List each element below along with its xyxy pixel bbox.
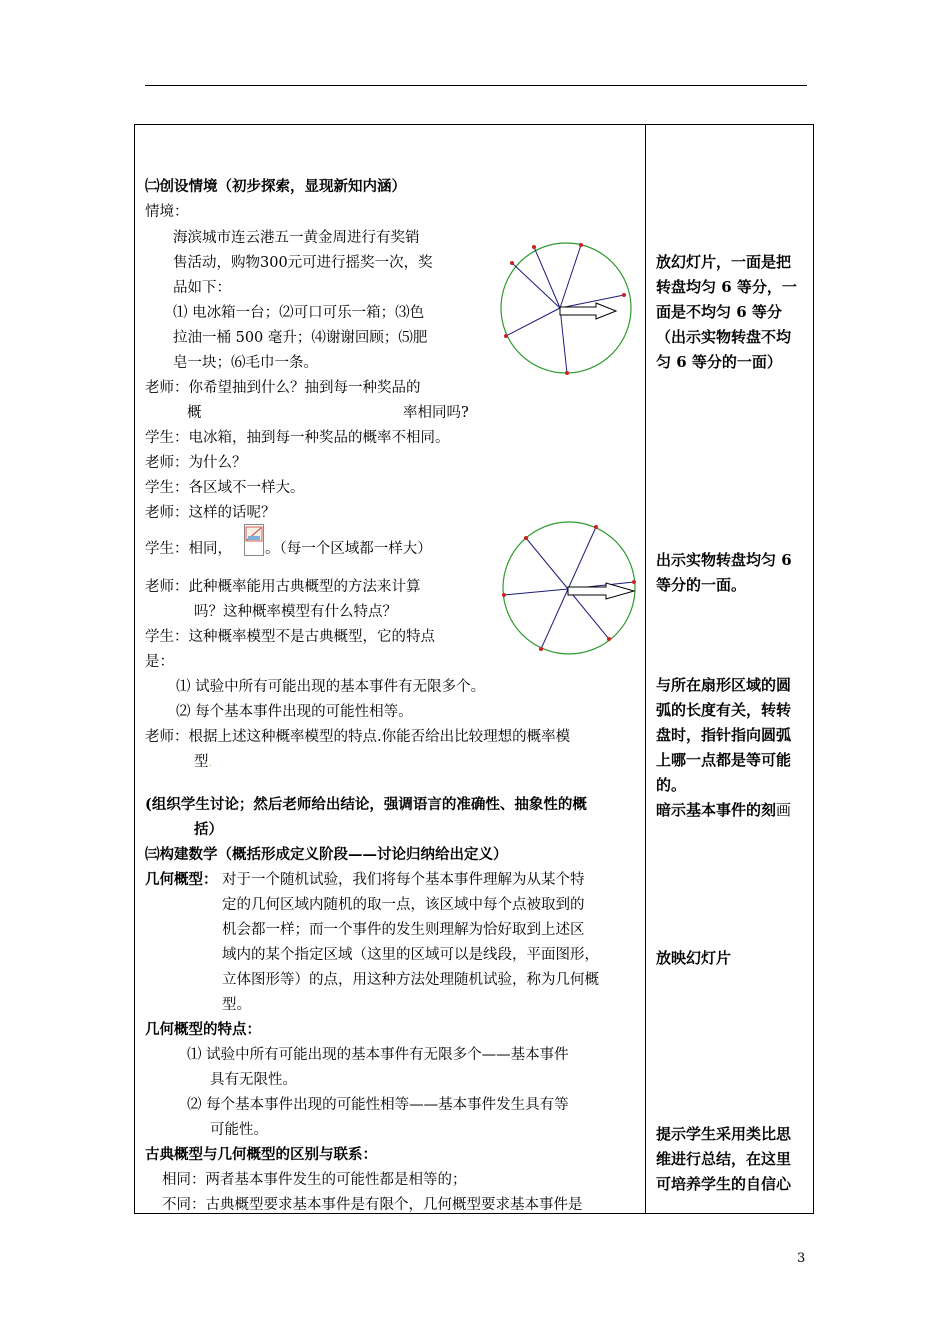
note-even-wheel: 出示实物转盘均匀 6 bbox=[656, 551, 792, 569]
note-slides: （出示实物转盘不均 bbox=[656, 328, 792, 346]
definition-line: 定的几何区域内随机的取一点，该区域中每个点被取到的 bbox=[222, 897, 585, 913]
dialogue-teacher: 老师：你希望抽到什么？抽到每一种奖品的 bbox=[145, 380, 421, 396]
even-spinner-diagram bbox=[496, 518, 646, 658]
dialogue-student: 学生：电冰箱，抽到每一种奖品的概率不相同。 bbox=[145, 430, 450, 446]
note-even-wheel: 等分的一面。 bbox=[656, 576, 747, 594]
dialogue-student-cont: 。（每一个区域都一样大） bbox=[265, 541, 432, 557]
definition-line: 域内的某个指定区域（这里的区域可以是线段，平面图形， bbox=[222, 947, 599, 963]
discussion-note-cont: 括） bbox=[194, 821, 223, 838]
comparison-same: 相同：两者基本事件发生的可能性都是相等的； bbox=[162, 1172, 467, 1188]
dialogue-teacher: 老师：这样的话呢？ bbox=[145, 505, 276, 521]
note-analogy: 可培养学生的自信心 bbox=[656, 1175, 792, 1193]
situation-line: 品如下： bbox=[173, 280, 231, 296]
note-hint: 暗示基本事件的刻画 bbox=[656, 801, 792, 819]
note-arc: 与所在扇形区域的圆 bbox=[656, 676, 792, 694]
note-slides: 转盘均匀 6 等分，一 bbox=[656, 278, 797, 296]
prize-line: 拉油一桶 500 毫升；⑷谢谢回顾；⑸肥 bbox=[173, 330, 428, 346]
situation-line: 海滨城市连云港五一黄金周进行有奖销 bbox=[173, 230, 420, 246]
section-heading-construct: ㈢构建数学（概括形成定义阶段——讨论归纳给出定义） bbox=[145, 846, 508, 863]
dialogue-teacher-cont: 率相同吗? bbox=[403, 405, 469, 421]
prize-line: ⑴ 电冰箱一台；⑵可口可乐一箱；⑶色 bbox=[173, 305, 425, 321]
prize-line: 皂一块；⑹毛巾一条。 bbox=[173, 355, 318, 371]
spinner-arrow-icon bbox=[560, 303, 616, 319]
situation-line: 售活动，购物300元可进行摇奖一次，奖 bbox=[173, 255, 433, 271]
features-item: ⑴ 试验中所有可能出现的基本事件有无限多个——基本事件 bbox=[187, 1047, 569, 1063]
dialogue-teacher-cont: 型. bbox=[194, 754, 212, 770]
header-rule bbox=[145, 85, 807, 86]
discussion-note: (组织学生讨论；然后老师给出结论，强调语言的准确性、抽象性的概 bbox=[145, 796, 587, 813]
definition-line: 对于一个随机试验，我们将每个基本事件理解为从某个特 bbox=[222, 872, 585, 888]
note-analogy: 维进行总结，在这里 bbox=[656, 1150, 792, 1168]
note-arc: 上哪一点都是等可能 bbox=[656, 751, 792, 769]
situation-label: 情境： bbox=[145, 204, 189, 220]
dialogue-teacher-cont: 概 bbox=[187, 405, 202, 421]
feature-item: ⑵ 每个基本事件出现的可能性相等。 bbox=[176, 704, 413, 720]
image-placeholder-icon bbox=[244, 524, 264, 556]
dialogue-student: 学生：这种概率模型不是古典概型，它的特点 bbox=[145, 629, 435, 645]
note-arc: 的。 bbox=[656, 776, 687, 794]
dialogue-teacher: 老师：根据上述这种概率模型的特点.你能否给出比较理想的概率模 bbox=[145, 729, 571, 745]
dialogue-teacher-cont: 吗？这种概率模型有什么特点？ bbox=[194, 604, 397, 620]
note-slides: 放幻灯片，一面是把 bbox=[656, 253, 792, 271]
note-arc: 盘时，指针指向圆弧 bbox=[656, 726, 792, 744]
section-heading-situation: ㈡创设情境（初步探索，显现新知内涵） bbox=[145, 178, 406, 195]
table-column-divider bbox=[645, 124, 646, 1214]
definition-line: 立体图形等）的点，用这种方法处理随机试验，称为几何概 bbox=[222, 972, 599, 988]
features-heading: 几何概型的特点： bbox=[145, 1021, 261, 1038]
definition-line: 型。 bbox=[222, 997, 251, 1013]
dialogue-teacher: 老师：此种概率能用古典概型的方法来计算 bbox=[145, 579, 421, 595]
definition-line: 机会都一样；而一个事件的发生则理解为恰好取到上述区 bbox=[222, 922, 585, 938]
note-analogy: 提示学生采用类比思 bbox=[656, 1125, 792, 1143]
dialogue-student-cont: 是： bbox=[145, 654, 174, 670]
comparison-heading: 古典概型与几何概型的区别与联系： bbox=[145, 1146, 377, 1163]
features-item: ⑵ 每个基本事件出现的可能性相等——基本事件发生具有等 bbox=[187, 1097, 569, 1113]
uneven-spinner-diagram bbox=[490, 240, 640, 380]
features-item-cont: 可能性。 bbox=[210, 1122, 268, 1138]
note-slides: 匀 6 等分的一面） bbox=[656, 353, 782, 371]
comparison-diff: 不同：古典概型要求基本事件是有限个，几何概型要求基本事件是 bbox=[162, 1197, 583, 1213]
note-slideshow: 放映幻灯片 bbox=[656, 949, 732, 967]
dialogue-student: 学生：各区域不一样大。 bbox=[145, 480, 305, 496]
note-slides: 面是不均匀 6 等分 bbox=[656, 303, 782, 321]
features-item-cont: 具有无限性。 bbox=[210, 1072, 297, 1088]
note-arc: 弧的长度有关，转转 bbox=[656, 701, 792, 719]
definition-label: 几何概型： bbox=[145, 871, 218, 888]
feature-item: ⑴ 试验中所有可能出现的基本事件有无限多个。 bbox=[176, 679, 486, 695]
page-number: 3 bbox=[797, 1251, 806, 1266]
dialogue-student: 学生：相同， bbox=[145, 541, 232, 557]
dialogue-teacher: 老师：为什么？ bbox=[145, 455, 247, 471]
